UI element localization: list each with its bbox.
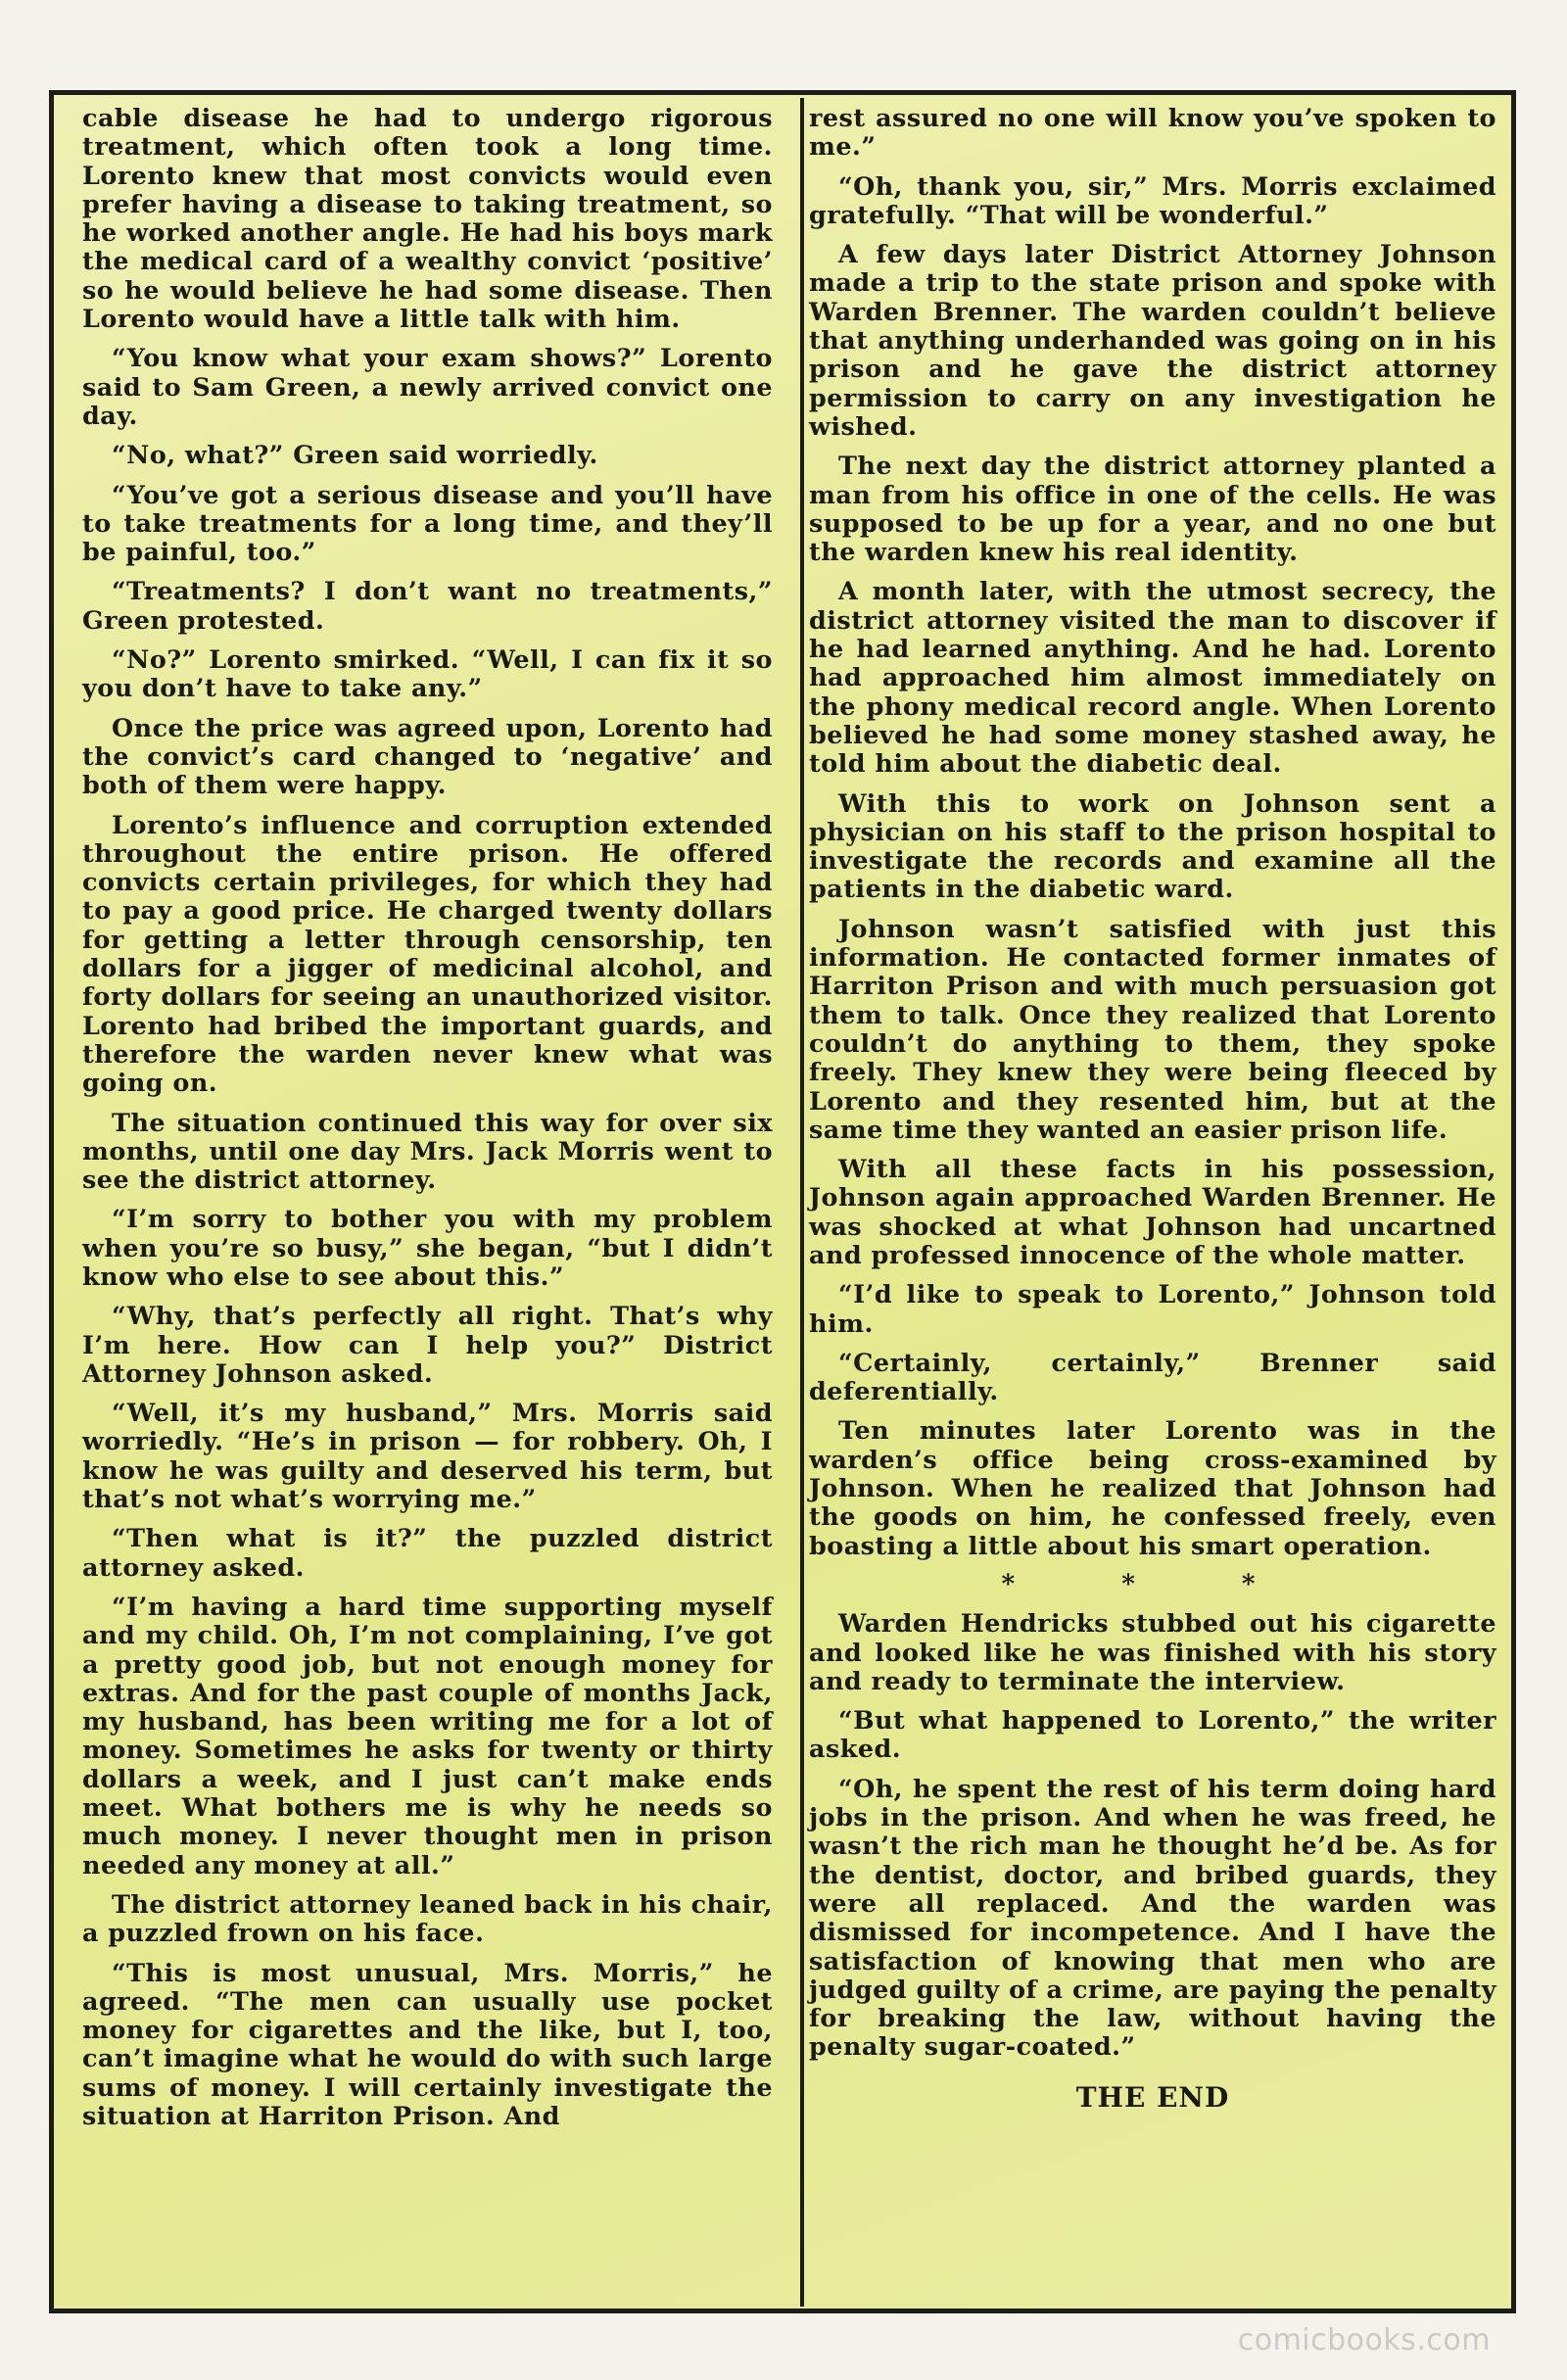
paragraph: Johnson wasn’t satisfied with just this information. He contacted former inmates of Harriton Prison and with much persuasion got them to talk. Once they realized that Lorento couldn’t do anything to them, they spoke freely. They knew they were being fleeced by Lorento and they resented him, but at the same time they wanted an easier prison life. <box>809 913 1496 1144</box>
paragraph: The district attorney leaned back in his chair, a puzzled frown on his face. <box>82 1888 773 1948</box>
paragraph: “I’m having a hard time supporting myself and my child. Oh, I’m not complaining, I’ve got a pretty good job, but not enough money for extras. And for the past couple of months Jack, my husband, has been writing me for a lot of money. Sometimes he asks for twenty or thirty dollars a week, and I just can’t make ends meet. What bothers me is why he needs so much money. I never thought men in prison needed any money at all.” <box>82 1591 773 1880</box>
paragraph: “Oh, thank you, sir,” Mrs. Morris exclaimed gratefully. “That will be wonderful.” <box>809 170 1496 229</box>
paragraph: Warden Hendricks stubbed out his cigarette and looked like he was finished with his story and ready to terminate the interview. <box>809 1608 1496 1695</box>
paragraph: “I’d like to speak to Lorento,” Johnson told him. <box>809 1279 1496 1338</box>
paragraph: “Treatments? I don’t want no treatments,” Green protested. <box>82 576 773 635</box>
paragraph: “No?” Lorento smirked. “Well, I can fix it so you don’t have to take any.” <box>82 644 773 703</box>
paragraph: rest assured no one will know you’ve spoken to me.” <box>809 103 1496 162</box>
right-column <box>809 104 1496 2112</box>
column-divider <box>800 98 804 2307</box>
paragraph: A month later, with the utmost secrecy, the district attorney visited the man to discover if he had learned anything. And he had. Lorento had approached him almost immediately on the phony medical record angle. When Lorento believed he had some money stashed away, he told him about the diabetic deal. <box>809 576 1496 779</box>
paragraph: A few days later District Attorney Johnson made a trip to the state prison and spoke with Warden Brenner. The warden couldn’t believe that anything underhanded was going on in his prison and he gave the district attorney permission to carry on any investigation he wished. <box>809 239 1496 441</box>
paragraph: The situation continued this way for over six months, until one day Mrs. Jack Morris went to see the district attorney. <box>82 1107 773 1195</box>
paragraph: “I’m sorry to bother you with my problem when you’re so busy,” she began, “but I didn’t know who else to see about this.” <box>82 1204 773 1291</box>
paragraph: Ten minutes later Lorento was in the warden’s office being cross-examined by Johnson. When he realized that Johnson had the goods on him, he confessed freely, even boasting a little about his smart operation. <box>809 1415 1496 1560</box>
paragraph: “Oh, he spent the rest of his term doing hard jobs in the prison. And when he was freed, he wasn’t the rich man he thought he’d be. As for the dentist, doctor, and bribed guards, they were all replaced. And the warden was dismissed for incompetence. And I have the satisfaction of knowing that men who are judged guilty of a crime, are paying the penalty for breaking the law, without having the penalty sugar-coated.” <box>809 1773 1496 2062</box>
paragraph: “This is most unusual, Mrs. Morris,” he agreed. “The men can usually use pocket money for cigarettes and the like, but I, too, can’t imagine what he would do with such large sums of money. I will certainly investigate the situation at Harriton Prison. And <box>82 1957 773 2130</box>
paragraph: Once the price was agreed upon, Lorento had the convict’s card changed to ‘negative’ and both of them were happy. <box>82 712 773 800</box>
paragraph: Lorento’s influence and corruption extended throughout the entire prison. He offered convicts certain privileges, for which they had to pay a good price. He charged twenty dollars for getting a letter through censorship, ten dollars for a jigger of medicinal alcohol, and forty dollars for seeing an unauthorized visitor. Lorento had bribed the important guards, and therefore the warden never knew what was going on. <box>82 809 773 1098</box>
paragraph: The next day the district attorney planted a man from his office in one of the cells. He was supposed to be up for a year, and no one but the warden knew his real identity. <box>809 451 1496 567</box>
watermark: comicbooks.com <box>1237 2323 1491 2357</box>
the-end-label: THE END <box>1075 2080 1230 2114</box>
paragraph: With all these facts in his possession, Johnson again approached Warden Brenner. He was shocked at what Johnson had uncartned and professed innocence of the whole matter. <box>809 1154 1496 1269</box>
paragraph: With this to work on Johnson sent a physician on his staff to the prison hospital to investigate the records and examine all the patients in the diabetic ward. <box>809 787 1496 904</box>
paragraph: cable disease he had to undergo rigorous treatment, which often took a long time. Lorento knew that most convicts would even prefer having a disease to taking treatment, so he worked another angle. He had his boys mark the medical card of a wealthy convict ‘positive’ so he would believe he had some disease. Then Lorento would have a little talk with him. <box>82 103 773 334</box>
paragraph: “Well, it’s my husband,” Mrs. Morris said worriedly. “He’s in prison — for robbery. Oh, I know he was guilty and deserved his term, but that’s not what’s worrying me.” <box>82 1398 773 1514</box>
paragraph: “You know what your exam shows?” Lorento said to Sam Green, a newly arrived convict one day. <box>82 343 773 430</box>
paragraph: “But what happened to Lorento,” the writer asked. <box>809 1705 1496 1764</box>
paragraph: “Then what is it?” the puzzled district attorney asked. <box>82 1523 773 1582</box>
paragraph: “Why, that’s perfectly all right. That’s why I’m here. How can I help you?” District Attorney Johnson asked. <box>82 1301 773 1388</box>
left-column <box>82 104 773 2141</box>
paragraph: “No, what?” Green said worriedly. <box>112 440 598 470</box>
paragraph: “Certainly, certainly,” Brenner said deferentially. <box>809 1347 1496 1406</box>
paragraph: “You’ve got a serious disease and you’ll have to take treatments for a long time, and they’ll be painful, too.” <box>82 479 773 567</box>
section-separator: * * * <box>1001 1569 1305 1599</box>
